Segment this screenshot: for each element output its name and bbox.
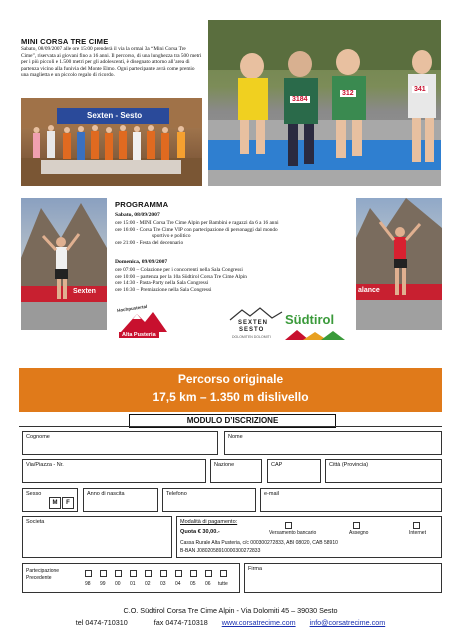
year-checkbox[interactable] [220, 570, 227, 577]
nazione-field[interactable] [210, 459, 262, 483]
nazione-label: Nazione [214, 462, 235, 468]
programma-title: PROGRAMMA [115, 200, 169, 209]
cognome-label: Cognome [26, 434, 50, 440]
footer-tel: tel 0474-710310 [75, 618, 128, 627]
programma-day2: Domenica, 09/09/2007 [115, 259, 168, 265]
sexten-top-text: SEXTEN [238, 320, 269, 326]
running-kids-photo [208, 20, 441, 186]
email-label: e-mail [264, 491, 279, 497]
versamento-label: Versamento bancario [269, 530, 317, 536]
telefono-label: Telefono [166, 491, 187, 497]
cap-field[interactable] [267, 459, 321, 483]
programma-day1-list [115, 220, 279, 246]
via-field[interactable] [22, 459, 206, 483]
partecipazione-label-1: Partecipazione [26, 568, 60, 574]
programma-item: ore 16:30 – Premiazione nella Sala Congressi [115, 286, 212, 293]
runner-left-illustration [21, 198, 107, 330]
firma-field[interactable] [244, 563, 442, 593]
bib-number-3: 341 [414, 86, 426, 93]
programma-item: ore 21:00 - Festa del decennario [115, 239, 184, 246]
percorso-banner [19, 368, 442, 412]
year-checkbox[interactable] [175, 570, 182, 577]
footer-web-link[interactable]: www.corsatrecime.com [221, 618, 296, 627]
sesso-f-checkbox[interactable]: F [62, 497, 74, 509]
anno-label: Anno di nascita [87, 491, 125, 497]
runner-left-banner: Sexten [73, 288, 96, 295]
runner-right-photo [356, 198, 442, 330]
programma-item: ore 10:00 – partenza per la 10a Südtirol Corsa Tre Cime Alpin [115, 273, 247, 280]
year-label: 05 [190, 581, 196, 587]
year-checkbox[interactable] [130, 570, 137, 577]
runner-right-illustration [356, 198, 442, 330]
kids-podium-photo [21, 98, 202, 186]
year-label: 00 [115, 581, 121, 587]
nome-label: Nome [228, 434, 243, 440]
footer-mail-link[interactable]: info@corsatrecime.com [309, 618, 386, 627]
iban-text: B-BAN J0802058910000300272833 [180, 548, 261, 554]
telefono-field[interactable] [162, 488, 256, 512]
year-checkbox[interactable] [100, 570, 107, 577]
societa-field[interactable] [22, 516, 172, 558]
assegno-label: Assegno [349, 530, 369, 536]
year-label: 99 [100, 581, 106, 587]
email-field[interactable] [260, 488, 442, 512]
year-label: 01 [130, 581, 136, 587]
banca-text: Cassa Rurale Alta Pusteria, c/c 000300272833, ABI 08020, CAB 58910 [180, 540, 338, 546]
percorso-details: 17,5 km – 1.350 m dislivello [152, 390, 309, 404]
year-label: 02 [145, 581, 151, 587]
versamento-checkbox[interactable] [285, 522, 292, 529]
sexten-sub-text: DOLOMITEN DOLOMITI [232, 335, 271, 339]
bib-number-2: 312 [342, 90, 354, 97]
programma-item: ore 16:00 - Corsa Tre Cime VIP con partecipazione di personaggi dal mondo [115, 226, 278, 233]
programma-item: sportivo e politico [152, 233, 191, 240]
sesso-label: Sesso [26, 491, 42, 497]
year-checkbox[interactable] [160, 570, 167, 577]
year-label: 98 [85, 581, 91, 587]
sesso-field [22, 488, 78, 512]
societa-label: Societa [26, 519, 45, 525]
year-checkbox[interactable] [145, 570, 152, 577]
partecipazione-box [22, 563, 240, 593]
pagamento-label: Modalità di pagamento: [180, 519, 238, 525]
year-checkbox[interactable] [115, 570, 122, 577]
citta-field[interactable] [325, 459, 442, 483]
footer-address: C.O. Südtirol Corsa Tre Cime Alpin - Via Dolomiti 45 – 39030 Sesto [123, 606, 338, 615]
programma-item: ore 07:00 – Colazione per i concorrenti nella Sala Congressi [115, 267, 243, 273]
sexten-bottom-text: SESTO [239, 327, 265, 333]
programma-item: ore 14:30 - Pasta-Party nella Sala Congressi [115, 280, 209, 287]
assegno-checkbox[interactable] [353, 522, 360, 529]
programma-day1: Sabato, 08/09/2007 [115, 212, 160, 218]
partecipazione-label-2: Precedente [26, 575, 52, 581]
hochpustertal-top-text: Hochpustertal [116, 303, 148, 314]
suedtirol-mountain-icon [285, 330, 345, 340]
year-label: tutte [218, 581, 228, 587]
quota-text: Quota € 30,00.- [180, 529, 220, 535]
programma-day2-list [115, 267, 247, 293]
internet-label: Internet [409, 530, 426, 536]
cap-label: CAP [271, 462, 283, 468]
year-checkbox[interactable] [85, 570, 92, 577]
form-title: MODULO D’ISCRIZIONE [129, 414, 336, 428]
year-checkbox[interactable] [205, 570, 212, 577]
hochpustertal-logo [115, 303, 173, 344]
runner-right-banner: alance [358, 287, 380, 294]
suedtirol-text: Südtirol [285, 312, 335, 327]
kids-banner-text: Sexten - Sesto [87, 111, 143, 120]
running-kids-illustration [208, 20, 441, 186]
year-checkbox[interactable] [190, 570, 197, 577]
bib-number-1: 3184 [292, 96, 308, 103]
hochpustertal-mountain-icon [115, 310, 173, 332]
year-label: 04 [175, 581, 181, 587]
via-label: Via/Piazza - Nr. [26, 462, 64, 468]
pagamento-box [176, 516, 442, 558]
nome-field[interactable] [224, 431, 442, 455]
intro-title: MINI CORSA TRE CIME [21, 37, 109, 46]
anno-field[interactable] [83, 488, 158, 512]
firma-label: Firma [248, 566, 263, 572]
form-divider [19, 426, 442, 427]
cognome-field[interactable] [22, 431, 218, 455]
footer-fax: fax 0474-710318 [153, 618, 208, 627]
internet-checkbox[interactable] [413, 522, 420, 529]
citta-label: Città (Provincia) [329, 462, 369, 468]
year-label: 06 [205, 581, 211, 587]
year-label: 03 [160, 581, 166, 587]
intro-text: Sabato, 08/09/2007 alle ore 15:00 prenderà il via la ormai 3a “Mini Corsa Tre Cime”, riservata ai giovani fino a 16 anni. Il percorso, di una lunghezza tra 500 metri per i più piccoli e 1.500 metri per gli adolescenti, è disegnato attorno all’area di partenza vicino alla funivia del Monte Elmo. Ogni partecipante avrà come premio una maglietta e un piccolo regalo di ricordo. [21, 46, 202, 79]
suedtirol-logo [283, 312, 347, 344]
sesso-m-checkbox[interactable]: M [49, 497, 61, 509]
hochpustertal-bottom-text: Alta Pusteria [119, 332, 159, 338]
sexten-logo [226, 306, 286, 344]
percorso-title: Percorso originale [177, 372, 284, 386]
runner-left-photo [21, 198, 107, 330]
footer-contacts [0, 618, 461, 627]
programma-item: ore 15:00 - MINI Corsa Tre Cime Alpin per Bambini e ragazzi da 6 a 16 anni [115, 220, 279, 226]
